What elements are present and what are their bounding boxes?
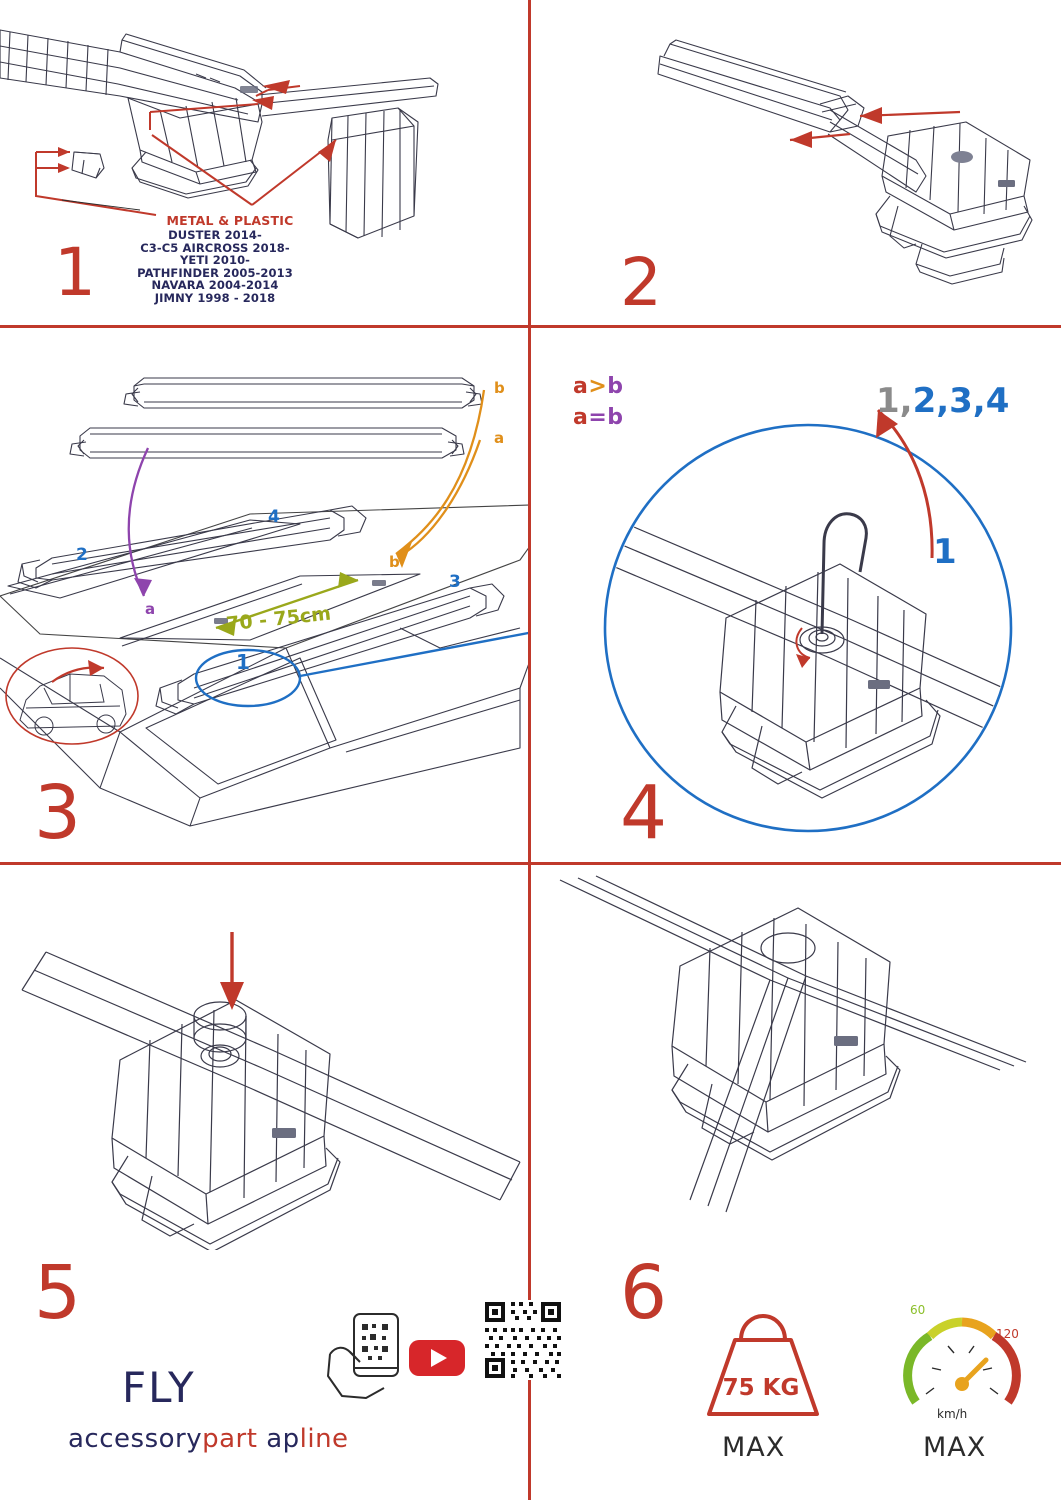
bar-label-b-mid: b — [389, 553, 400, 571]
max-speed-label: MAX — [923, 1432, 987, 1463]
vehicle-list-item: NAVARA 2004-2014 — [151, 278, 279, 292]
vehicle-list — [90, 229, 340, 304]
vehicle-list-item: C3-C5 AIRCROSS 2018- — [140, 240, 290, 255]
qr-code-icon[interactable] — [483, 1300, 563, 1380]
formula-right-2: b — [607, 405, 624, 430]
brand-ap: ap — [266, 1424, 300, 1454]
formula-op-2: = — [588, 405, 608, 430]
distance-label: 70 - 75cm — [225, 602, 332, 636]
max-load-weight-icon — [695, 1310, 827, 1422]
corner-number-front-left: 2 — [76, 545, 88, 565]
step-number-3: 3 — [34, 770, 82, 856]
sequence-rest: 2,3,4 — [912, 381, 1010, 421]
formula-left-2: a — [573, 405, 589, 430]
max-load-label: MAX — [722, 1432, 786, 1463]
material-note: METAL & PLASTIC — [166, 213, 294, 228]
step-number-4: 4 — [620, 770, 668, 856]
vehicle-list-item: JIMNY 1998 - 2018 — [154, 290, 276, 305]
step-number-6: 6 — [620, 1250, 668, 1336]
panel-5-illustration — [0, 870, 528, 1250]
sequence-prefix: 1, — [876, 381, 913, 421]
formula-right-1: b — [607, 374, 624, 399]
corner-number-highlight: 1 — [236, 650, 250, 674]
panel-2-illustration — [530, 0, 1061, 325]
youtube-play-icon[interactable] — [408, 1337, 466, 1379]
max-speed-gauge-icon — [900, 1306, 1024, 1422]
gauge-tick-high: 120 — [996, 1327, 1019, 1341]
panel4-highlight-number: 1 — [933, 532, 957, 572]
tighten-sequence-label — [876, 381, 1009, 421]
max-load-value: 75 KG — [722, 1375, 800, 1401]
corner-number-rear-right: 3 — [449, 572, 461, 592]
panel-6-illustration — [530, 870, 1061, 1250]
step-number-5: 5 — [34, 1250, 82, 1336]
formula-left-1: a — [573, 374, 589, 399]
formula-op-1: > — [588, 374, 608, 399]
bar-label-b-top: b — [494, 379, 505, 397]
vehicle-list-item: YETI 2010- — [179, 253, 251, 267]
speed-unit-label: km/h — [937, 1407, 968, 1421]
bar-label-a-mid: a — [145, 600, 156, 618]
brand-line: line — [299, 1424, 349, 1454]
brand-accessory: accessory — [68, 1424, 203, 1454]
hand-holding-phone-icon — [326, 1310, 418, 1406]
brand-lockup — [68, 1424, 349, 1454]
bar-label-a: a — [494, 429, 505, 447]
vehicle-list-item: PATHFINDER 2005-2013 — [137, 265, 293, 280]
step-number-1: 1 — [54, 234, 96, 311]
corner-number-front-right: 4 — [268, 507, 280, 527]
vehicle-list-item: DUSTER 2014- — [168, 228, 262, 242]
product-name: FLY — [122, 1363, 196, 1412]
brand-part: part — [202, 1424, 258, 1454]
gauge-tick-low: 60 — [910, 1303, 926, 1317]
step-number-2: 2 — [620, 244, 662, 321]
